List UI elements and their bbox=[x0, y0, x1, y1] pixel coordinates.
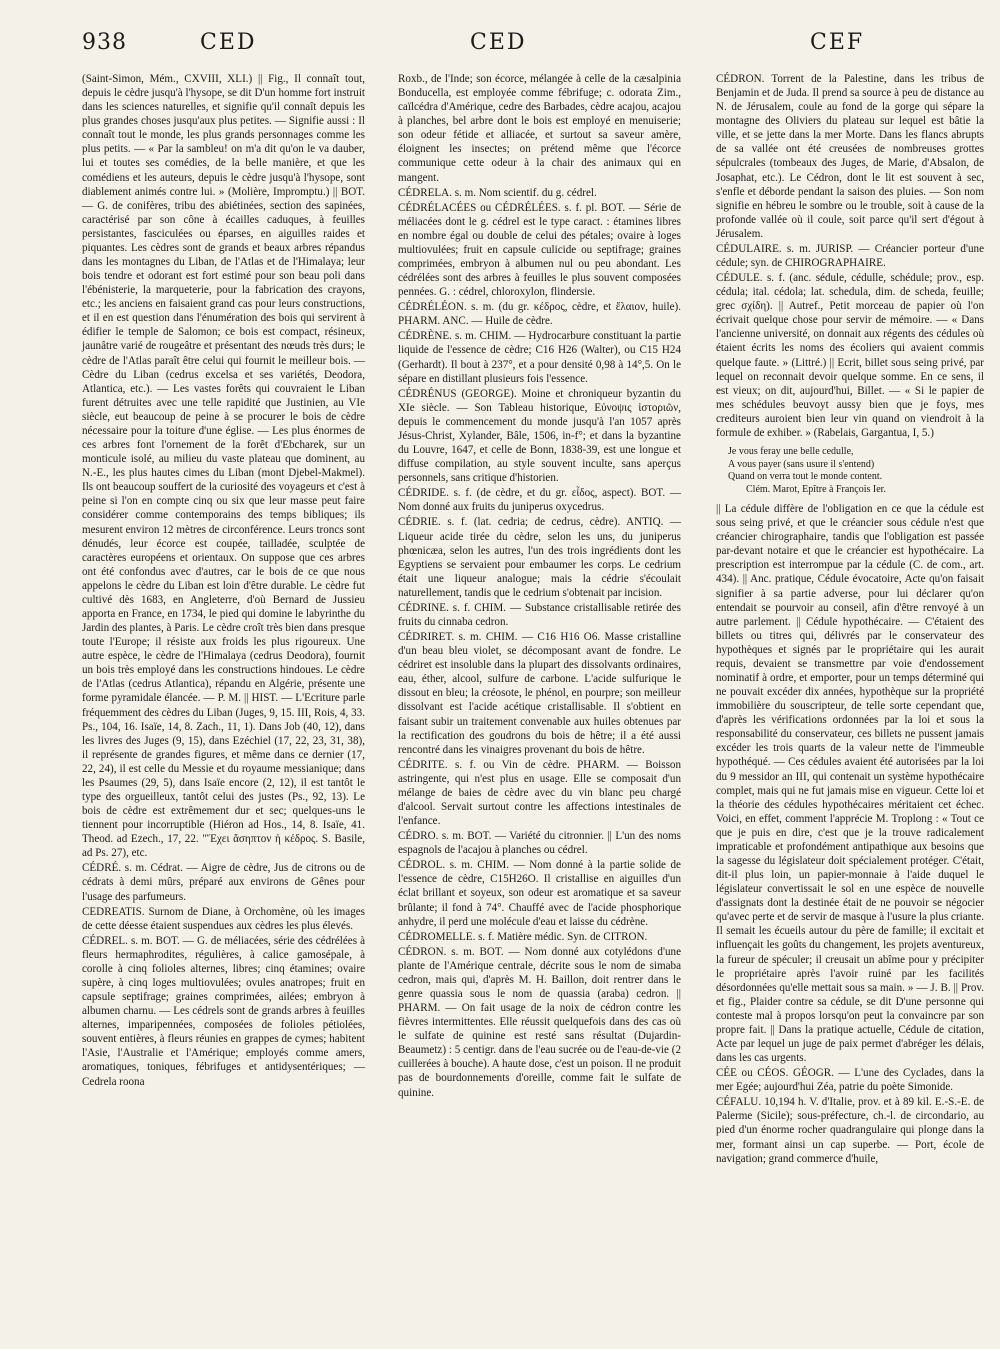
verse-line: Je vous feray une belle cedulle, bbox=[728, 446, 854, 458]
entry-cedrel-continued: Roxb., de l'Inde; son écorce, mélangée à celle de la cæsalpinia Bonducella, est employée comme fébrifuge; c. odorata Zim., caïlcédra d'Amérique, cedre des Barbades, cèdre acajou, acajou à planches, bel arbre dont le bois est employé en menuiserie; son odeur fétide et alliacée, et surtout sa saveur amère, éloignent les insectes; on prétend même que l'écorce communique cette odeur à la chair des animaux qui en mangent. bbox=[398, 73, 681, 184]
verse-line: A vous payer (sans usure il s'entend) bbox=[728, 458, 875, 470]
entry-cedre-continued: (Saint-Simon, Mém., CXVIII, XLI.) || Fig., Il connaît tout, depuis le cèdre jusqu'à l'hysope, se dit D'un homme fort instruit dans les sciences naturelles, et signifie qu'il connaît depuis les plus grandes choses jusqu'aux plus petites. — Signifie aussi : Il connaît tout le monde, les plus grands personnages comme les plus petits. — « Par la sambleu! on m'a dit qu'on le va dauber, lui et toutes ses comédies, de la belle manière, et que les comédiens et les auteurs, depuis le cèdre jusqu'à l'hysope, sont diablement animés contre lui. » (Molière, Impromptu.) || BOT. — G. de conifères, tribu des abiétinées, section des sapinées, caractérisé par son cône à écailles caduques, à feuilles persistantes, fasciculées ou éparses, en aiguilles raides et piquantes. Les cèdres sont de grands et beaux arbres répandus dans les montagnes du Liban, de l'Atlas et de l'Himalaya; leur bois tendre et odorant est fort estimé pour son beau poli dans l'ébénisterie, la marqueterie, pour la fabrication des crayons, etc.; les anciens en faisaient grand cas pour leurs constructions, et il en est question dans l'énumération des bois qui servirent à édifier le temple de Salomon; ce bois est compact, résineux, jaunâtre varié de rougeâtre et présentant des nœuds très durs; le cèdre de l'Atlas paraît être celui qui fournit le meilleur bois. — Cèdre du Liban (cedrus excelsa et ses variétés, Deodora, Atlantica, etc.). — Les vastes forêts qui couvraient le Liban furent détruites avec une telle rapidité que Justinien, au VIe siècle, eut beaucoup de peine à se procurer le bois de cèdre nécessaire pour la toiture d'une église. — Les plus énormes de ces arbres font l'ornement de la forêt d'Ebcharek, sur un monticule isolé, au milieu du vaste plateau que dominent, au N.-E., les plus hautes cimes du Liban (mont Djebel-Makmel). Ils ont beaucoup souffert de la curiosité des voyageurs et c'est à peine si l'on en compte cinq ou six que leur masse peut faire considérer comme contemporains des temps bibliques; ils mesurent environ 12 mètres de circonférence. Leurs troncs sont dénudés, leur écorce est coupée, tailladée, sculptée de caractères européens et orientaux. On suppose que ces arbres ont été confondus avec d'autres, car le bois de ce que nous appelons le cèdre du Liban est loin d'être durable. Le cèdre fut cultivé dès 1683, en Angleterre, d'où Bernard de Jussieu apporta en France, en 1734, le pied qui domine le labyrinthe du Jardin des plantes, à Paris. Le cèdre croît très bien dans presque toute l'Europe; il résiste aux froids les plus rigoureux. Une autre espèce, le cèdre de l'Himalaya (cedrus Deodora), fournit un bois très employé dans les constructions hindoues. Le cèdre de l'Atlas (cedrus Atlantica), répandu en Algérie, présente une forme pyramidale élancée. — P. M. || HIST. — L'Ecriture parle fréquemment des cèdres du Liban (Juges, 9, 15. III, Rois, 4, 33. Ps., 104, 16. Isaïe, 14, 8. Zach., 11, 1). Dans Job (40, 12), dans les livres des Juges (9, 15), dans Ezéchiel (17, 22, 23, 31, 38), il représente de grandes figures, et même dans ce dernier (17, 22, 24), il est celle du Messie et du royaume messianique; dans les Psaumes (29, 5), dans Isaïe encore (2, 12), il est tantôt le type des orgueilleux, tantôt celui des justes (Ps., 92, 13). Le bois de cèdre est extrêmement dur et sec; quelques-uns le tiennent pour incorruptible (Hiéron ad Hos., 14, 8. Isaïe, 41. Theod. ad Ezech., 17, 22. "Ἔχει ἄσηπτον ἡ κέδρος. S. Basile, ad Ps. 27), etc. bbox=[82, 73, 365, 860]
entry-cedrenus: CÉDRÉNUS (GEORGE). Moine et chroniqueur byzantin du XIe siècle. — Son Tableau historique, Εὐνοψις ἱστοριῶν, depuis le commencement du monde jusqu'à l'an 1057 après Jésus-Christ, Xylander, Bâle, 1506, in-f°; et dans la byzantine du Louvre, 1647, et celle de Bonn, 1838-39, est une longue et diffuse compilation, au style souvent inculte, sans aperçus personnels, sans critique d'historien. bbox=[398, 387, 681, 485]
entry-cedrel: CÉDREL. s. m. BOT. — G. de méliacées, série des cédrélées à fleurs hermaphrodites, régulières, à calice gamosépale, à corolle à cinq folioles alternes, libres; cinq étamines; ovaire supère, à cinq loges multiovulées; ovules anatropes; fruit en capsule septifrage; graines comprimées, ailées; embryon à albumen charnu. — Les cédrels sont de grands arbres à feuilles alternes, imparipennées, composées de folioles pétiolées, souvent entières, à fleurs réunies en grappes de cymes; habitent l'Asie, l'Australie et l'Amérique; employés comme amers, aromatiques, toniques, fébrifuges et antidysentériques; — Cedrela roona bbox=[82, 934, 365, 1088]
running-head-left: CED bbox=[200, 30, 257, 55]
running-head-center: CED bbox=[470, 30, 527, 55]
running-head-right: CEF bbox=[810, 30, 865, 55]
verse-source: Clém. Marot, Epître à François Ier. bbox=[746, 483, 886, 495]
entry-cedrine: CÉDRINE. s. f. CHIM. — Substance cristallisable retirée des fruits du cinnaba cedron. bbox=[398, 601, 681, 628]
entry-cedulaire: CÉDULAIRE. s. m. JURISP. — Créancier porteur d'une cédule; syn. de CHIROGRAPHAIRE. bbox=[716, 242, 984, 270]
entry-cefalu: CÉFALU. 10,194 h. V. d'Italie, prov. et à 89 kil. E.-S.-E. de Palerme (Sicile); sous-préfecture, ch.-l. de circondario, au pied d'un énorme rocher quadrangulaire qui plonge dans la mer, formant ainsi un cap superbe. — Port, école de navigation; grand commerce d'huile, bbox=[716, 1096, 984, 1165]
entry-cedromelle: CÉDROMELLE. s. f. Matière médic. Syn. de CITRON. bbox=[398, 930, 648, 943]
entry-cee: CÉE ou CÉOS. GÉOGR. — L'une des Cyclades, dans la mer Egée; aujourd'hui Zéa, patrie du poète Simonide. bbox=[716, 1067, 984, 1094]
entry-cedrie: CÉDRIE. s. f. (lat. cedria; de cedrus, cèdre). ANTIQ. — Liqueur acide tirée du cèdre, selon les uns, du juniperus phœnicæa, selon les autres, l'un des trois ingrédients dont les Egyptiens se servaient pour embaumer les corps. Le cedrium était une liqueur analogue; mais la cédrie s'écoulait naturellement, tandis que le cedrium s'obtenait par incision. bbox=[398, 516, 681, 599]
entry-cedrela: CÉDRELA. s. m. Nom scientif. du g. cédrel. bbox=[398, 186, 597, 199]
entry-cedrite: CÉDRITE. s. f. ou Vin de cèdre. PHARM. — Boisson astringente, qui n'est plus en usage. Elle se composait d'un mélange de baies de cèdre avec du vin blanc peu chargé d'alcool. Servait surtout contre les affections intestinales de l'enfance. bbox=[398, 758, 681, 828]
entry-cedron-bot: CÉDRON. s. m. BOT. — Nom donné aux cotylédons d'une plante de l'Amérique centrale, décrite sous le nom de simaba cedron, mais qui, d'après M. H. Baillon, doit rentrer dans le genre quassia sous le nom de quassia (araba) cedron. || PHARM. — On fait usage de la noix de cédron contre les fièvres intermittentes. Elle réussit quelquefois dans des cas où le sulfate de quinine est resté sans résultat (Dujardin-Beaumetz) : 5 centigr. dans de l'eau sucrée ou de l'eau-de-vie (2 cuillerées à bouche). A haute dose, c'est un poison. Il ne produit pas de bourdonnements d'oreille, comme fait le sulfate de quinine. bbox=[398, 945, 681, 1099]
entry-cedre-cedrat: CÉDRÉ. s. m. Cédrat. — Aigre de cèdre, Jus de citrons ou de cédrats à demi mûrs, préparé aux environs de Gênes pour l'usage des parfumeurs. bbox=[82, 862, 365, 903]
entry-cedreleon: CÉDRÉLÉON. s. m. (du gr. κέδρος, cèdre, et ἔλαιον, huile). PHARM. ANC. — Huile de cèdre. bbox=[398, 301, 681, 328]
entry-cedrene: CÉDRÈNE. s. m. CHIM. — Hydrocarbure constituant la partie liquide de l'essence de cèdre; C16 H26 (Walter), ou C15 H24 (Gerhardt). Il bout à 237°, et a pour densité 0,98 à 14°,5. On le sépare en distillant plusieurs fois l'essence. bbox=[398, 330, 681, 385]
entry-cedrelacees: CÉDRÉLACÉES ou CÉDRÉLÉES. s. f. pl. BOT. — Série de méliacées dont le g. cédrel est le type caract. : étamines libres en nombre égal ou double de celui des pétales; ovaire à loges multiovulées; fruit en capsule culicide ou septifrage; graines comprimées, embryon à albumen nul ou peu abondant. Les cédrélées sont des arbres à feuilles le plus souvent composées pennées. G. : cédrel, chloroxylon, flindersie. bbox=[398, 201, 681, 299]
entry-cedriret: CÉDRIRET. s. m. CHIM. — C16 H16 O6. Masse cristalline d'un beau bleu violet, se décomposant avant de fondre. Le cédriret est insoluble dans la plupart des dissolvants ordinaires, eau, éther, alcool, sulfure de carbone. L'acide sulfurique le dissout en bleu; la créosote, le phénol, en pourpre; son meilleur dissolvant est l'acide acétique cristallisable. Il s'obtient en faisant subir un traitement convenable aux huiles obtenues par la rectification des goudrons du bois de hêtre; il a été aussi rencontré dans les vinaigres provenant du bois de hêtre. bbox=[398, 631, 681, 756]
entry-cedride: CÉDRIDE. s. f. (de cèdre, et du gr. εἶδος, aspect). BOT. — Nom donné aux fruits du juniperus oxycedrus. bbox=[398, 487, 681, 514]
entry-cedule-continued: || La cédule diffère de l'obligation en ce que la cédule est sous seing privé, et que le créancier sous cédule n'est que créancier chirographaire, tandis que l'obligation est passée par-devant notaire et que le créancier est hypothécaire. La prescription est interrompue par la cédule (C. de com., art. 434). || Anc. pratique, Cédule évocatoire, Acte qu'on faisait signifier à sa partie adverse, pour lui déclarer qu'on entendait se pourvoir au conseil, afin d'être renvoyé à un autre parlement. || Cédule hypothécaire. — C'étaient des billets ou titres qui, délivrés par le conservateur des hypothèques et signés par le propriétaire qui les aurait requis, devaient se transmettre par voie d'endossement nominatif à ordre, et emporter, pour un temps déterminé qui ne pouvait excéder dix années, hypothèque sur la propriété immobilière du souscripteur, de telle sorte cependant que, d'après les vérifications ordonnées par la loi et sous la responsabilité du conservateur, ces billets ne pussent jamais excéder les trois quarts de la valeur nette de l'immeuble hypothéqué. — Ces cédules avaient été autorisées par la loi du 9 messidor an III, qui contenait un système hypothécaire complet, mais qui ne fut jamais mise en vigueur. Cette loi et la théorie des cédules hypothécaires méritaient cet échec. Voici, en effet, comment l'apprécie M. Troplong : « Tout ce que je puis en dire, c'est que je la trouve radicalement impraticable et profondément antipathique aux besoins que la sagesse du législateur doit spécialement protéger. C'était, dit-il plus loin, un papier-monnaie à l'aide duquel le législateur convertissait le sol en une espèce de nouvelle d'assignats dont la destinée était de ne pouvoir se négocier qu'avec perte et de servir de masque à l'usure la plus criante. Il semait les écueils autour du père de famille; il excitait et influençait les goûts du changement, les projets aventureux, la fureur de spéculer; il creusait un abîme pour y précipiter le propriétaire après l'avoir ruiné par les facilités désordonnées qu'elle mettait sous sa main. » — J. B. || Prov. et fig., Plaider contre sa cédule, se dit D'une personne qui conteste mal à propos lorsqu'on peut la convaincre par son propre fait. || Dans la pratique actuelle, Cédule de citation, Acte par lequel un juge de paix permet d'abréger les délais, dans les cas urgents. bbox=[716, 503, 984, 1065]
entry-cedro: CÉDRO. s. m. BOT. — Variété du citronnier. || L'un des noms espagnols de l'acajou à planches ou cédrel. bbox=[398, 830, 681, 857]
column-left bbox=[82, 72, 365, 1090]
entry-cedreatis: CEDREATIS. Surnom de Diane, à Orchomène, où les images de cette déesse étaient suspendues aux cèdres les plus élevés. bbox=[82, 905, 365, 932]
verse-quotation bbox=[728, 446, 984, 496]
entry-cedron-torrent: CÉDRON. Torrent de la Palestine, dans les tribus de Benjamin et de Juda. Il prend sa source à peu de distance au N. de Jérusalem, coule au fond de la gorge qui sépare la montagne des Oliviers du plateau sur lequel est bâtie la ville, et se jette dans la mer Morte. Dans les flancs abrupts de sa vallée ont été creusées de nombreuses grottes sépulcrales (tombeaux des Juges, de Marie, d'Absalon, de Josaphat, etc.). Le Cédron, dont le lit est souvent à sec, s'enfle et déborde pendant la saison des pluies. — Son nom signifie en hébreu le sombre ou le trouble, soit à cause de la profonde vallée où il coule, soit parce qu'il sert d'égout à Jérusalem. bbox=[716, 73, 984, 240]
column-right bbox=[716, 72, 984, 1167]
page-number: 938 bbox=[82, 30, 127, 55]
entry-cedrol: CÉDROL. s. m. CHIM. — Nom donné à la partie solide de l'essence de cèdre, C15H26O. Il cristallise en aiguilles d'un éclat brillant et soyeux, son odeur est aromatique et sa saveur brûlante; il fond à 74°. Chauffé avec de l'acide phosphorique anhydre, il perd une molécule d'eau et laisse du cédrène. bbox=[398, 859, 681, 928]
entry-cedule: CÉDULE. s. f. (anc. sédule, cédulle, schédule; prov., esp. cédula; ital. cédola; lat. schedula, dim. de scheda, feuille; grec σχίδη). || Autref., Petit morceau de papier où l'on écrivait quelque chose pour servir de mémoire. — « Dans l'ancienne université, on donnait aux régents des cédules où étaient écrits les noms des écoliers qui avaient commis quelque faute. » (Littré.) || Ecrit, billet sous seing privé, par lequel on reconnait devoir quelque somme. En ce sens, il est vieux; on dit, aujourd'hui, Billet. — « Si le papier de mes schédules beuvoyt aussy bien que je foys, mes crediteurs auroient bien leur vin quand on viendroit à la formule de exhiber. » (Rabelais, Gargantua, I, 5.) bbox=[716, 272, 984, 439]
column-center bbox=[398, 72, 681, 1101]
verse-line: Quand on verra tout le monde content. bbox=[728, 471, 883, 483]
